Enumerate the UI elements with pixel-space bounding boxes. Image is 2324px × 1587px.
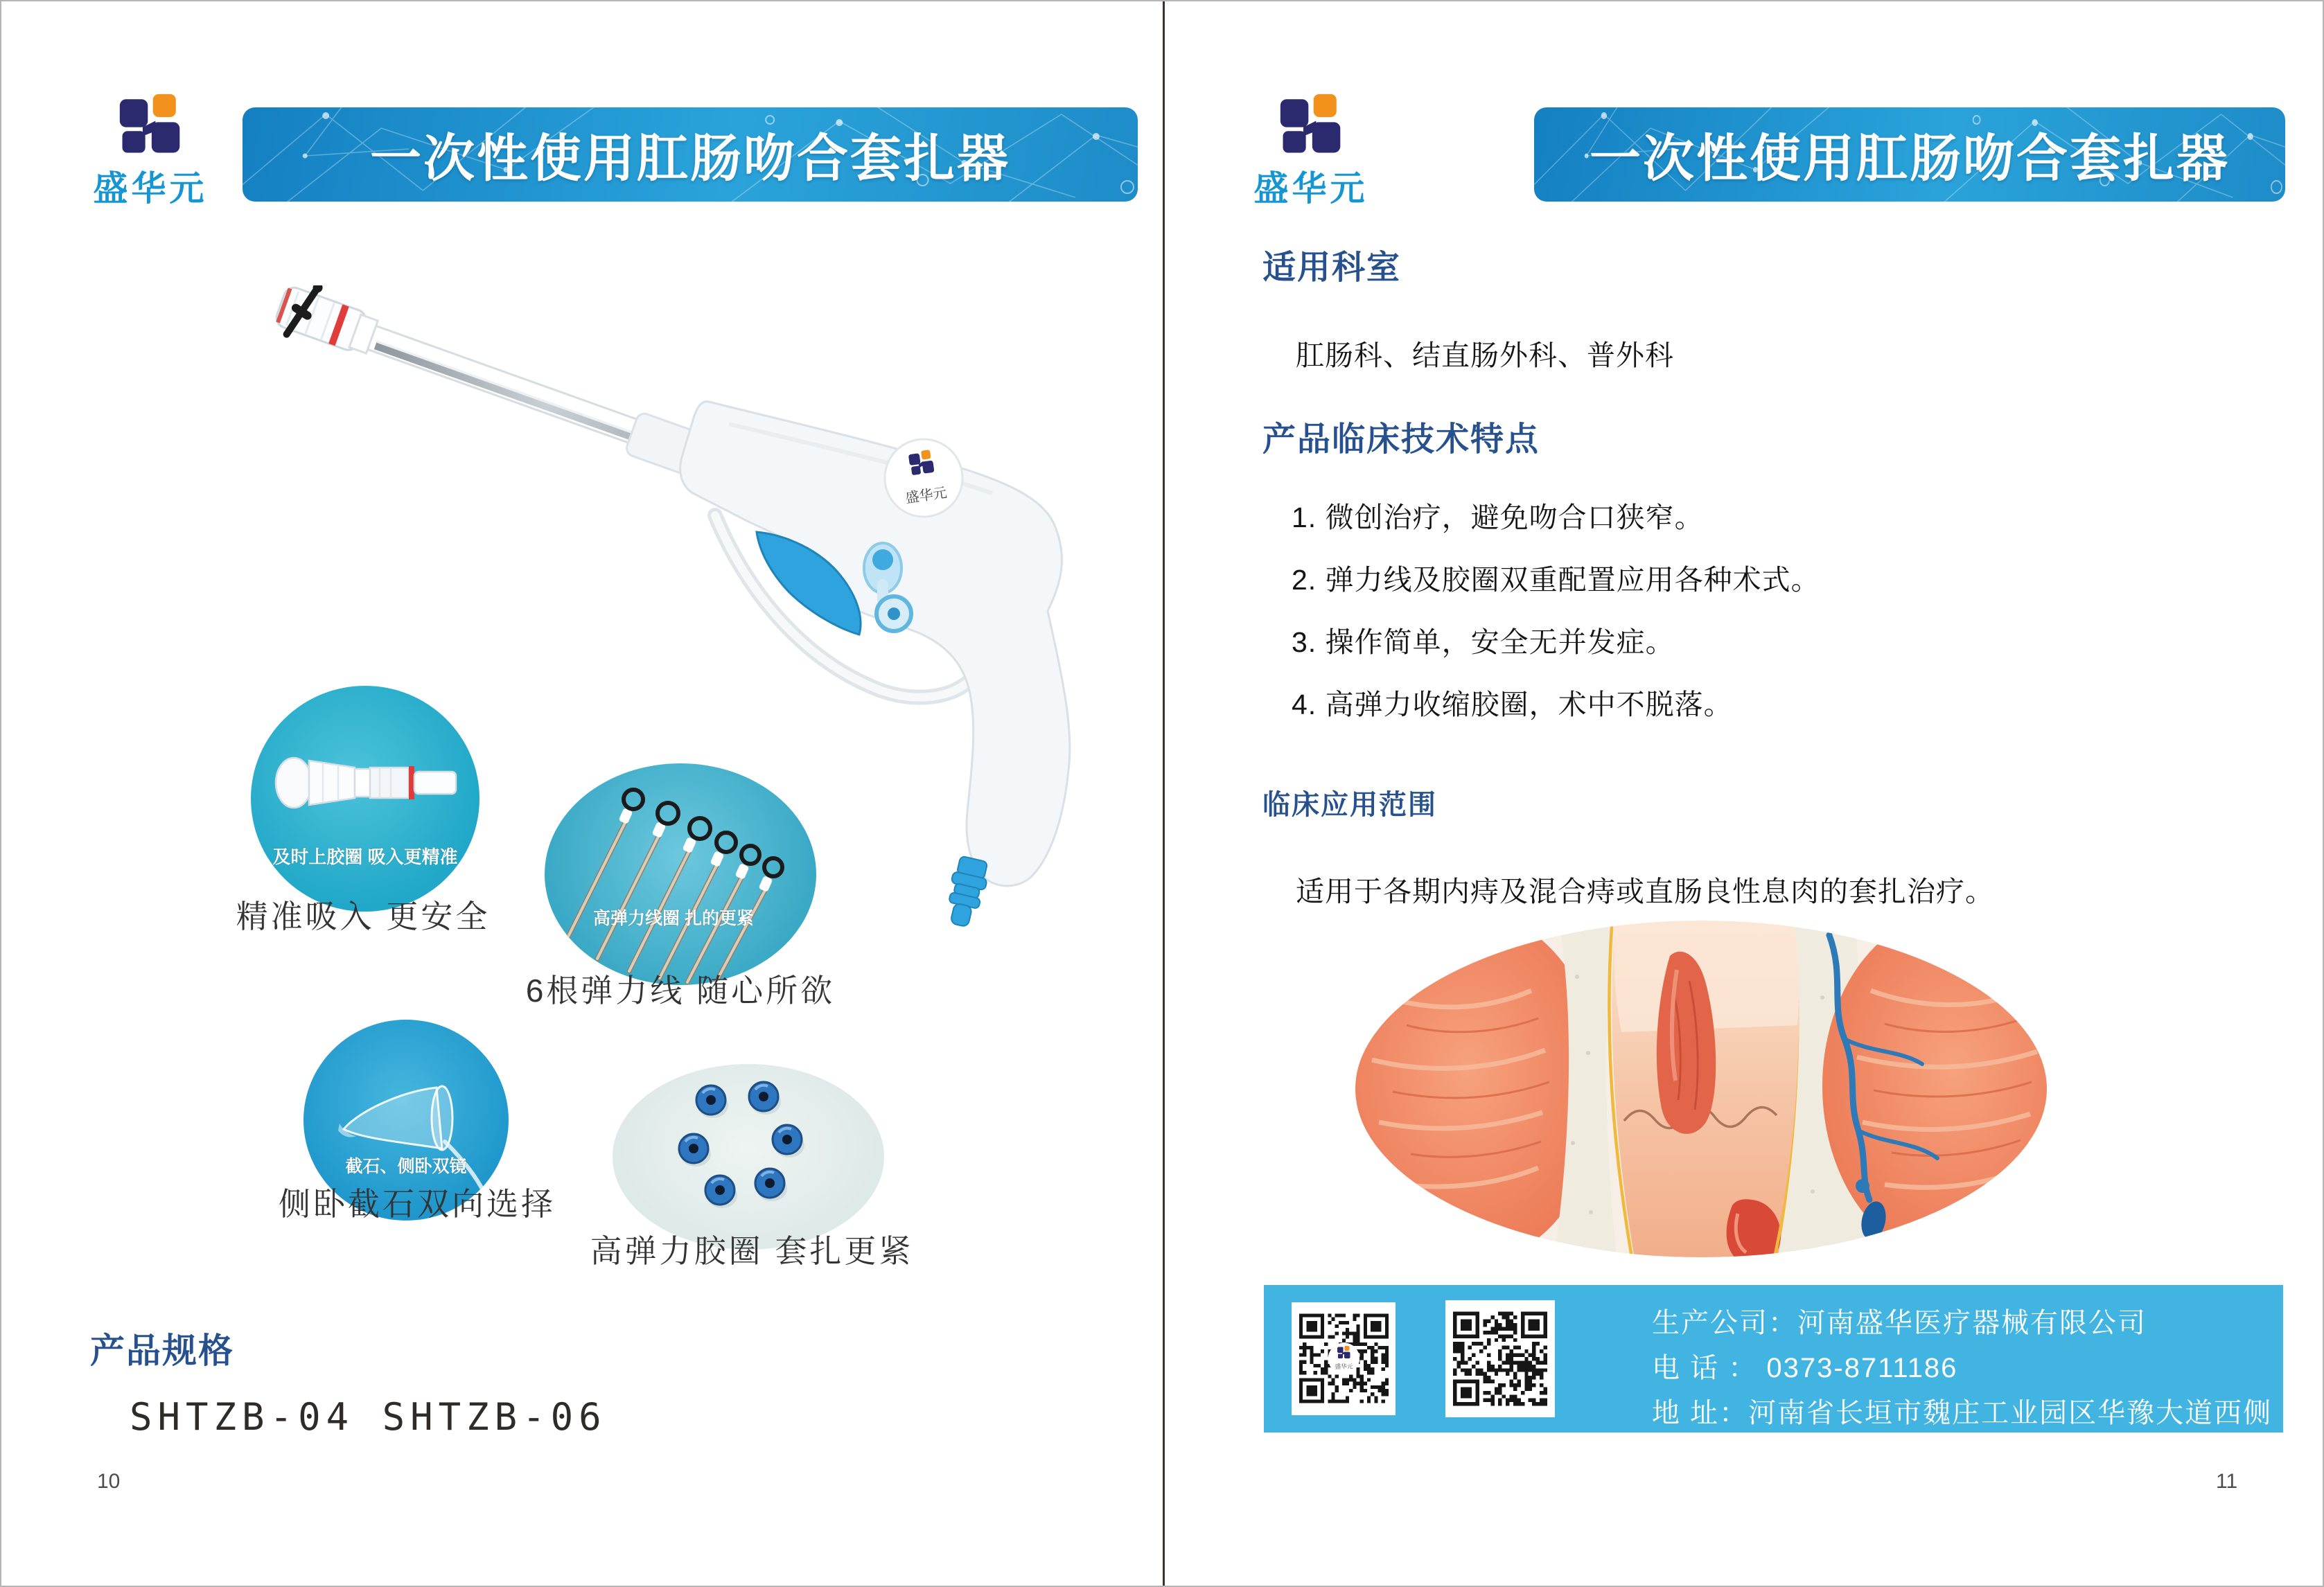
company-name-line: 生产公司：河南盛华医疗器械有限公司: [1652, 1308, 2147, 1338]
feature-caption-elastic-lines: 6根弹力线 随心所欲: [525, 973, 836, 1009]
page-number-left: 10: [97, 1470, 121, 1493]
clinical-feature-item: 2. 弹力线及胶圈双重配置应用各种术式。: [1292, 564, 1820, 596]
section-heading-clinical-features: 产品临床技术特点: [1262, 421, 1540, 458]
page-title: 一次性使用肛肠吻合套扎器: [370, 130, 1010, 187]
section-heading-application: 临床应用范围: [1262, 790, 1437, 820]
company-logo-icon: [1279, 93, 1343, 157]
section-heading-departments: 适用科室: [1262, 249, 1402, 286]
clinical-feature-item: 3. 操作简单，安全无并发症。: [1292, 626, 1675, 658]
company-info-box: [1264, 1285, 2283, 1433]
qr-code-website: [1445, 1300, 1555, 1417]
page-title: 一次性使用肛肠吻合套扎器: [1590, 130, 2230, 187]
clinical-feature-item: 4. 高弹力收缩胶圈，术中不脱落。: [1292, 689, 1733, 720]
company-address-line: 地 址：河南省长垣市魏庄工业园区华豫大道西侧: [1652, 1398, 2273, 1428]
company-logo-text: 盛华元: [93, 169, 208, 208]
company-logo-text: 盛华元: [1253, 169, 1368, 208]
svg-text:盛华元: 盛华元: [1334, 1363, 1353, 1370]
svg-text:及时上胶圈 吸入更精准: 及时上胶圈 吸入更精准: [272, 846, 458, 867]
svg-text:盛华元: 盛华元: [904, 485, 948, 506]
title-banner-right: [1534, 107, 2285, 202]
page-right: [1, 1, 2323, 1586]
application-body: 适用于各期内痔及混合痔或直肠良性息肉的套扎治疗。: [1296, 876, 1994, 907]
spec-models: SHTZB-04 SHTZB-06: [130, 1395, 607, 1439]
company-logo-right: [1242, 93, 1380, 211]
feature-caption-anoscope: 侧卧截石双向选择: [279, 1186, 556, 1222]
svg-text:截石、侧卧双镜: 截石、侧卧双镜: [345, 1157, 467, 1176]
page-number-right: 11: [2216, 1470, 2238, 1493]
anatomy-illustration: [1344, 914, 2058, 1264]
feature-caption-rubber-rings: 高弹力胶圈 套扎更紧: [590, 1233, 914, 1269]
svg-text:高弹力线圈 扎的更紧: 高弹力线圈 扎的更紧: [593, 909, 754, 928]
departments-body: 肛肠科、结直肠外科、普外科: [1296, 339, 1674, 371]
qr-code-wechat: [1292, 1302, 1396, 1415]
clinical-feature-item: 1. 微创治疗，避免吻合口狭窄。: [1292, 502, 1704, 533]
company-phone-line: 电 话 ： 0373-8711186: [1652, 1353, 1958, 1383]
spec-heading: 产品规格: [90, 1331, 234, 1370]
feature-caption-suction: 精准吸入 更安全: [236, 898, 491, 934]
